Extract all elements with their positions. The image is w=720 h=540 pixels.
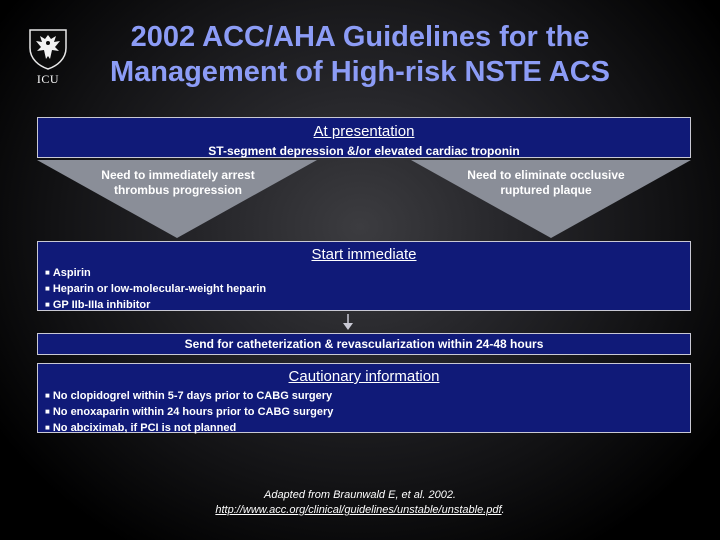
caution-item-label: No abciximab, if PCI is not planned	[52, 422, 237, 434]
right-branch-line-1: Need to eliminate occlusive	[467, 168, 625, 182]
down-arrow-icon	[338, 313, 358, 331]
bullet-icon: ■	[45, 407, 50, 416]
left-branch-line-2: thrombus progression	[113, 183, 242, 197]
shield-eagle-icon	[26, 26, 70, 70]
footer-citation	[0, 488, 720, 518]
citation-text: Adapted from Braunwald E, et al. 2002.	[263, 489, 456, 501]
start-immediate-box	[37, 241, 691, 311]
caution-bullet-item	[45, 420, 333, 436]
bullet-icon: ■	[45, 284, 50, 293]
send-text: Send for catheterization & revascularization within 24-48 hours	[184, 337, 544, 351]
caution-bullet-list	[45, 388, 333, 436]
start-heading: Start immediate	[311, 246, 417, 263]
citation-link[interactable]: http://www.acc.org/clinical/guidelines/unstable/unstable.pdf	[215, 504, 502, 516]
start-item-label: Heparin or low-molecular-weight heparin	[52, 283, 267, 295]
bullet-icon: ■	[45, 423, 50, 432]
presentation-heading: At presentation	[313, 123, 415, 140]
citation-url-line	[0, 503, 720, 518]
right-branch-line-2: ruptured plaque	[500, 183, 592, 197]
institution-logo	[26, 26, 70, 87]
start-bullet-item	[45, 281, 266, 297]
caution-bullet-item	[45, 388, 333, 404]
caution-item-label: No enoxaparin within 24 hours prior to CABG surgery	[52, 406, 334, 418]
bullet-icon: ■	[45, 391, 50, 400]
caution-heading: Cautionary information	[288, 368, 440, 385]
caution-bullet-item	[45, 404, 333, 420]
start-item-label: GP IIb-IIIa inhibitor	[52, 299, 151, 311]
bullet-icon: ■	[45, 268, 50, 277]
right-branch-text	[430, 168, 662, 198]
left-branch-text	[62, 168, 294, 198]
send-catheterization-box	[37, 333, 691, 355]
start-item-label: Aspirin	[52, 267, 91, 279]
page-title	[80, 20, 640, 90]
presentation-box	[37, 117, 691, 158]
start-bullet-list	[45, 265, 266, 313]
bullet-icon: ■	[45, 300, 50, 309]
title-line-2: Management of High-risk NSTE ACS	[109, 56, 611, 88]
logo-text: ICU	[36, 72, 60, 86]
start-bullet-item	[45, 297, 266, 313]
left-branch-line-1: Need to immediately arrest	[101, 168, 255, 182]
caution-item-label: No clopidogrel within 5-7 days prior to CABG surgery	[52, 390, 333, 402]
cautionary-box	[37, 363, 691, 433]
start-bullet-item	[45, 265, 266, 281]
title-line-1: 2002 ACC/AHA Guidelines for the	[130, 21, 590, 53]
presentation-subtext: ST-segment depression &/or elevated cardiac troponin	[208, 144, 520, 158]
citation-url-suffix: .	[501, 504, 505, 516]
